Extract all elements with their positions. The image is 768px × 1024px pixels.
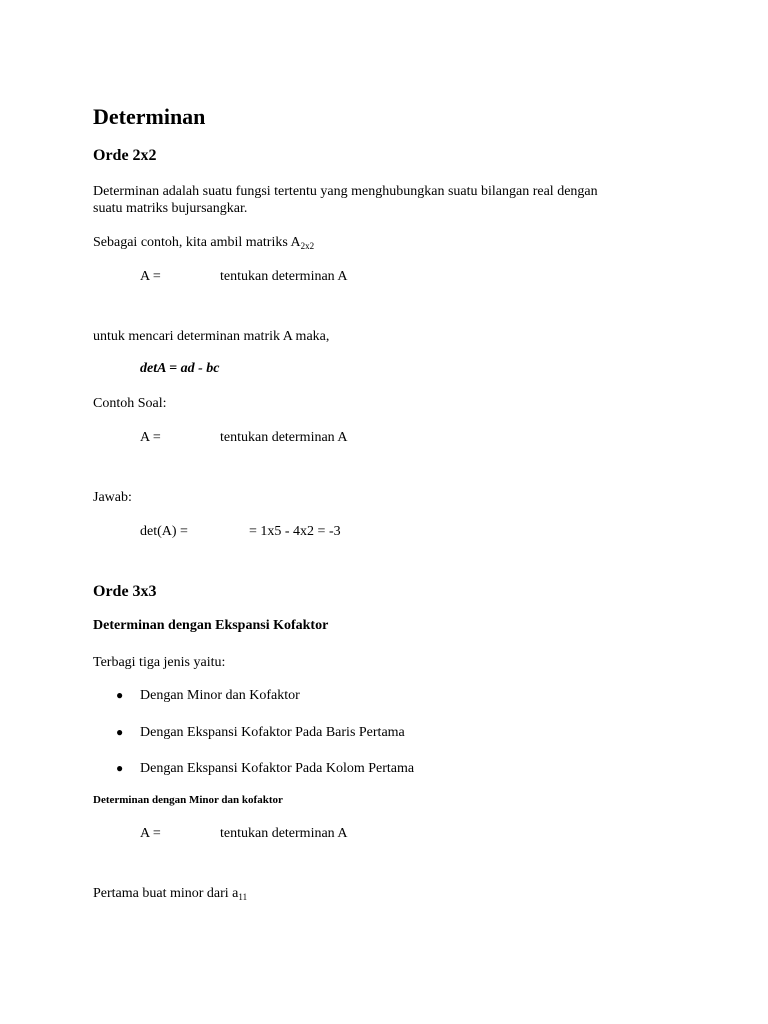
- jawab-label: Jawab:: [93, 490, 132, 505]
- soal-matrix-caption: tentukan determinan A: [220, 430, 348, 445]
- det-result: = 1x5 - 4x2 = -3: [249, 524, 341, 539]
- subheading-minor-kofaktor: Determinan dengan Minor dan kofaktor: [93, 794, 283, 806]
- first-minor-subscript: 11: [238, 892, 248, 902]
- list-item: Dengan Ekspansi Kofaktor Pada Kolom Pertama: [140, 761, 415, 776]
- heading-orde-2x2: Orde 2x2: [93, 147, 157, 164]
- matrix-caption: tentukan determinan A: [220, 269, 348, 284]
- bullet-icon: ●: [116, 725, 124, 739]
- bullet-icon: ●: [116, 688, 124, 702]
- list-item: Dengan Ekspansi Kofaktor Pada Baris Pertama: [140, 725, 405, 740]
- matrix-label: A =: [140, 269, 161, 284]
- example-intro: [93, 234, 314, 255]
- contoh-soal-label: Contoh Soal:: [93, 396, 167, 411]
- intro-line-2: suatu matriks bujursangkar.: [93, 201, 248, 216]
- heading-orde-3x3: Orde 3x3: [93, 583, 157, 600]
- bullet-icon: ●: [116, 761, 124, 775]
- example-intro-subscript: 2x2: [300, 241, 315, 251]
- subheading-ekspansi-kofaktor: Determinan dengan Ekspansi Kofaktor: [93, 618, 329, 633]
- soal-matrix-label: A =: [140, 430, 161, 445]
- types-intro: Terbagi tiga jenis yaitu:: [93, 655, 226, 670]
- method-text: untuk mencari determinan matrik A maka,: [93, 329, 330, 344]
- intro-line-1: Determinan adalah suatu fungsi tertentu yang menghubungkan suatu bilangan real dengan: [93, 184, 598, 199]
- first-minor-text: [93, 885, 247, 906]
- minor-matrix-label: A =: [140, 826, 161, 841]
- minor-matrix-caption: tentukan determinan A: [220, 826, 348, 841]
- list-item: Dengan Minor dan Kofaktor: [140, 688, 300, 703]
- first-minor-label: Pertama buat minor dari a: [93, 886, 239, 901]
- det-label: det(A) =: [140, 524, 188, 539]
- page-title: Determinan: [93, 104, 206, 129]
- example-intro-text: Sebagai contoh, kita ambil matriks A: [93, 235, 301, 250]
- determinant-formula: detA = ad - bc: [140, 361, 220, 376]
